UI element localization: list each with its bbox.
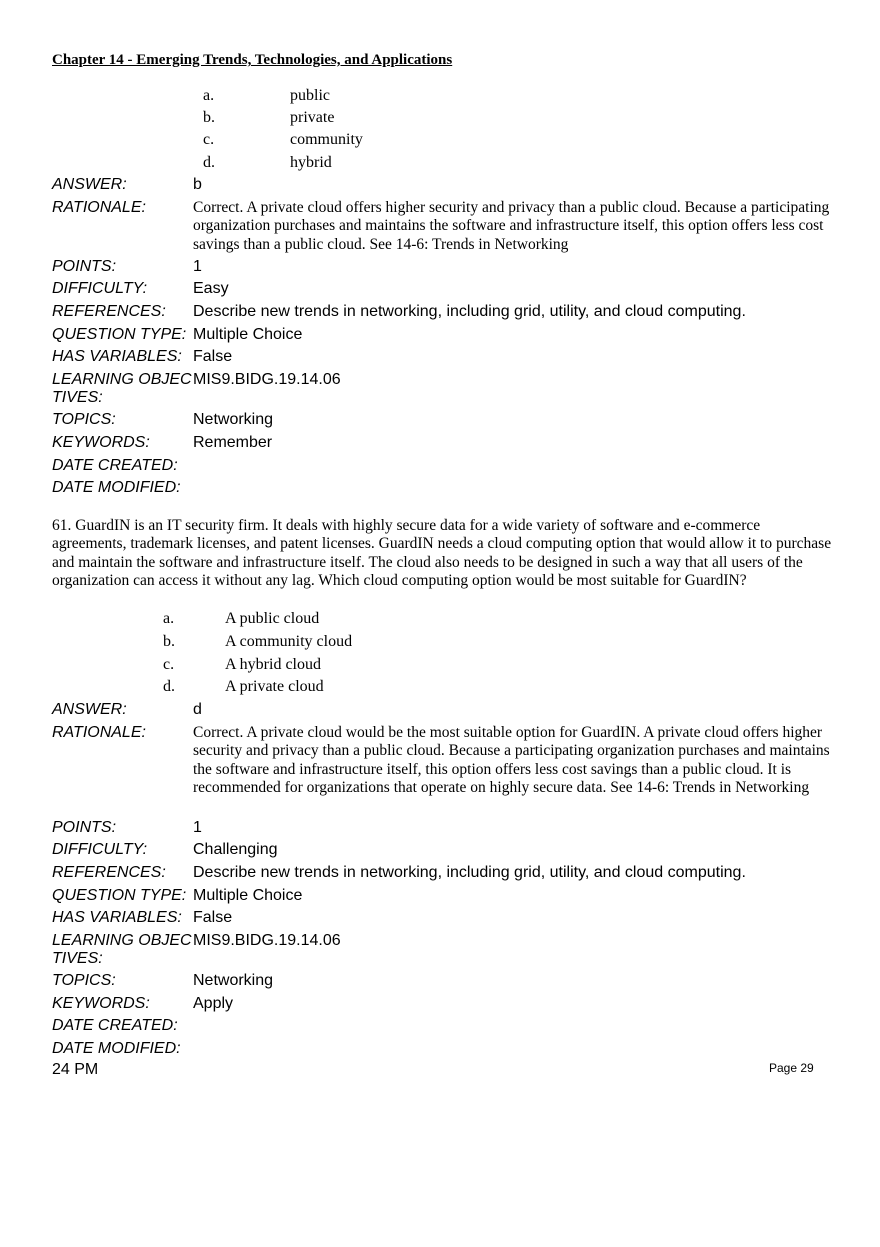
q61-rationale-text: Correct. A private cloud would be the most suitable option for GuardIN. A private cloud offers higher security and privacy than a public cloud. Because a participating organization purchases and maintains the software and infrastructure itself, this option offers less cost savings than a public cloud. It is recommended for organizations that operate on highly secure data. See 14-6: Trends in Networking: [193, 724, 830, 796]
q60-question-type-value: Multiple Choice: [193, 326, 303, 343]
q60-references-value: Describe new trends in networking, including grid, utility, and cloud computing.: [193, 303, 746, 320]
q61-topics-label: TOPICS:: [52, 972, 116, 989]
q61-option-a-text: A public cloud: [225, 610, 320, 627]
q60-option-c-text: community: [290, 131, 363, 148]
q60-learning-objectives-value: MIS9.BIDG.19.14.06: [193, 371, 341, 388]
q60-option-d-letter: d.: [203, 154, 215, 171]
q61-has-variables-value: False: [193, 909, 233, 926]
page-number: Page 29: [769, 1061, 814, 1075]
q60-has-variables-value: False: [193, 348, 233, 365]
q60-option-a-text: public: [290, 87, 330, 104]
q60-references-label: REFERENCES:: [52, 303, 166, 320]
q60-keywords-label: KEYWORDS:: [52, 434, 150, 451]
q61-answer-value: d: [193, 701, 202, 718]
q60-difficulty-label: DIFFICULTY:: [52, 280, 148, 297]
q60-option-b-text: private: [290, 109, 335, 126]
q60-points-value: 1: [193, 258, 202, 275]
q61-option-b-text: A community cloud: [225, 633, 353, 650]
q60-answer-value: b: [193, 176, 202, 193]
q60-date-created-label: DATE CREATED:: [52, 457, 178, 474]
q60-topics-value: Networking: [193, 411, 274, 428]
q61-option-c-letter: c.: [163, 656, 175, 673]
q60-option-d-text: hybrid: [290, 154, 332, 171]
q61-option-a-letter: a.: [163, 610, 175, 627]
q61-references-value: Describe new trends in networking, including grid, utility, and cloud computing.: [193, 864, 746, 881]
q61-date-created-label: DATE CREATED:: [52, 1017, 178, 1034]
q61-references-label: REFERENCES:: [52, 864, 166, 881]
q61-option-c-text: A hybrid cloud: [225, 656, 321, 673]
q61-option-b-letter: b.: [163, 633, 175, 650]
q61-stem: 61. GuardIN is an IT security firm. It deals with highly secure data for a wide variety of software and e-commerce agreements, trademark licenses, and patent licenses. GuardIN needs a cloud computing option that would allow it to purchase and maintain the software and infrastructure itself. The cloud also needs to be designed in such a way that all users of the organization can access it without any lag. Which cloud computing option would be most suitable for GuardIN?: [52, 517, 832, 589]
q60-question-type-label: QUESTION TYPE:: [52, 326, 187, 343]
q61-option-d-letter: d.: [163, 678, 175, 695]
q60-rationale-label: RATIONALE:: [52, 199, 146, 216]
q61-learning-objectives-value: MIS9.BIDG.19.14.06: [193, 932, 341, 949]
q60-option-c-letter: c.: [203, 131, 215, 148]
q60-learning-objectives-label-1: LEARNING OBJEC: [52, 371, 192, 388]
q60-topics-label: TOPICS:: [52, 411, 116, 428]
chapter-title: Chapter 14 - Emerging Trends, Technologies, and Applications: [52, 52, 453, 68]
q60-has-variables-label: HAS VARIABLES:: [52, 348, 182, 365]
q61-keywords-value: Apply: [193, 995, 234, 1012]
q61-rationale-label: RATIONALE:: [52, 724, 146, 741]
q60-option-b-letter: b.: [203, 109, 215, 126]
q60-option-a-letter: a.: [203, 87, 215, 104]
q60-learning-objectives-label-2: TIVES:: [52, 389, 103, 406]
q61-points-label: POINTS:: [52, 819, 117, 836]
q61-difficulty-value: Challenging: [193, 841, 278, 858]
q61-learning-objectives-label-1: LEARNING OBJEC: [52, 932, 192, 949]
q61-learning-objectives-label-2: TIVES:: [52, 950, 103, 967]
q61-option-d-text: A private cloud: [225, 678, 324, 695]
q60-rationale-text: Correct. A private cloud offers higher security and privacy than a public cloud. Because a participating organization purchases and maintains the software and infrastructure itself, this option offers less cost savings than a public cloud. See 14-6: Trends in Networking: [193, 199, 830, 253]
q60-answer-label: ANSWER:: [52, 176, 127, 193]
q61-topics-value: Networking: [193, 972, 274, 989]
q61-difficulty-label: DIFFICULTY:: [52, 841, 148, 858]
footer-time-fragment: 24 PM: [52, 1061, 99, 1078]
q61-has-variables-label: HAS VARIABLES:: [52, 909, 182, 926]
q61-points-value: 1: [193, 819, 202, 836]
q60-points-label: POINTS:: [52, 258, 117, 275]
q60-difficulty-value: Easy: [193, 280, 229, 297]
q61-date-modified-label: DATE MODIFIED:: [52, 1040, 181, 1057]
q60-keywords-value: Remember: [193, 434, 273, 451]
q61-question-type-value: Multiple Choice: [193, 887, 303, 904]
q61-keywords-label: KEYWORDS:: [52, 995, 150, 1012]
q61-question-type-label: QUESTION TYPE:: [52, 887, 187, 904]
q61-answer-label: ANSWER:: [52, 701, 127, 718]
q60-date-modified-label: DATE MODIFIED:: [52, 479, 181, 496]
